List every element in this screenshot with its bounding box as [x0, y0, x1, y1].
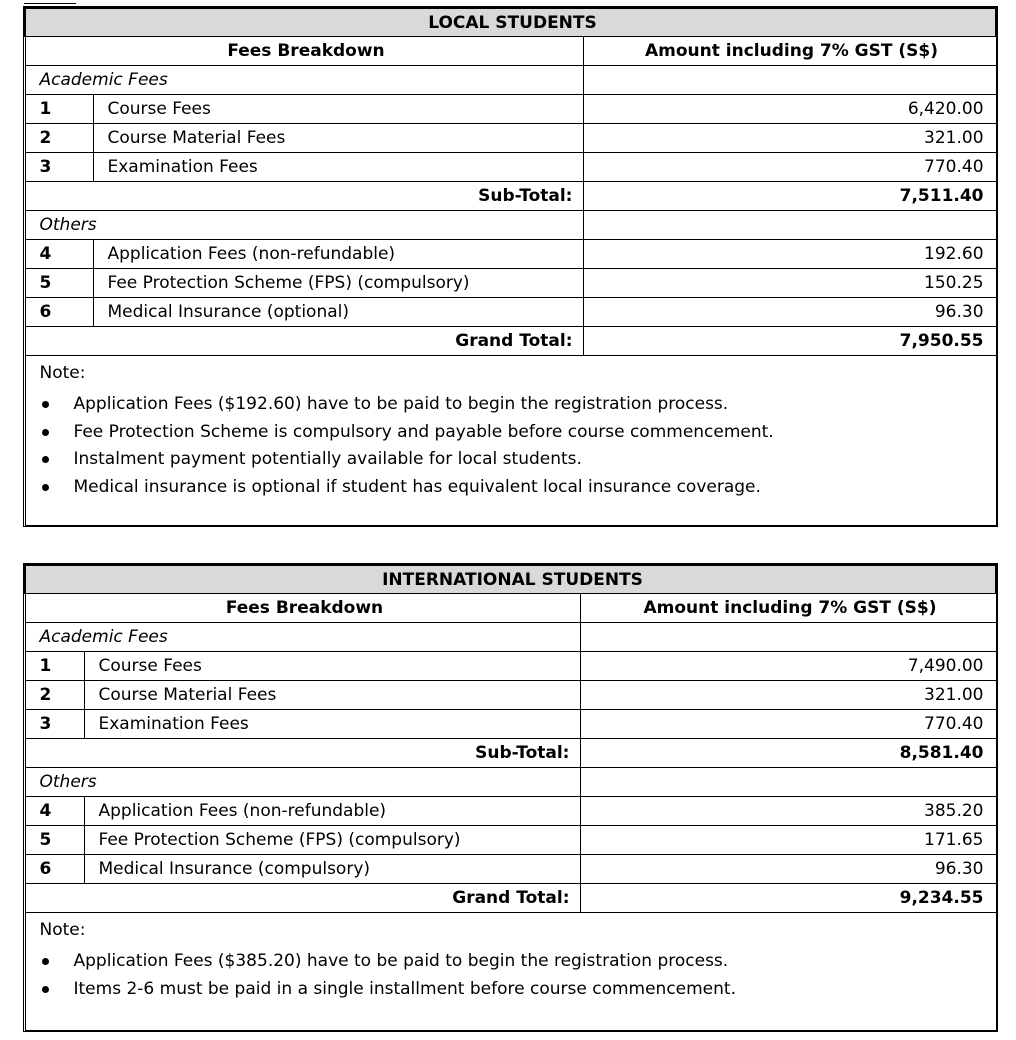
table-row [25, 855, 996, 884]
item-amount: 96.30 [580, 855, 996, 884]
table-title: INTERNATIONAL STUDENTS [25, 565, 996, 594]
item-description: Application Fees (non-refundable) [84, 797, 580, 826]
item-description: Course Fees [93, 95, 583, 124]
item-amount: 770.40 [583, 153, 996, 182]
note-item: Items 2-6 must be paid in a single installment before course commencement. [40, 976, 982, 1004]
table-title: LOCAL STUDENTS [25, 8, 996, 37]
note-item: Medical insurance is optional if student has equivalent local insurance coverage. [40, 474, 982, 502]
item-amount: 171.65 [580, 826, 996, 855]
top-rule [24, 3, 76, 4]
column-header-breakdown: Fees Breakdown [25, 594, 580, 623]
note-list [40, 948, 982, 1003]
note-list [40, 391, 982, 501]
section-label-others: Others [25, 211, 583, 240]
item-number: 6 [25, 855, 84, 884]
item-amount: 770.40 [580, 710, 996, 739]
item-description: Application Fees (non-refundable) [93, 240, 583, 269]
item-number: 5 [25, 269, 93, 298]
item-number: 1 [25, 95, 93, 124]
item-amount: 321.00 [580, 681, 996, 710]
item-description: Course Material Fees [93, 124, 583, 153]
table-row [25, 95, 996, 124]
empty-cell [583, 211, 996, 240]
note-item: Application Fees ($192.60) have to be paid to begin the registration process. [40, 391, 982, 419]
item-number: 6 [25, 298, 93, 327]
column-header-amount: Amount including 7% GST (S$) [580, 594, 996, 623]
item-description: Examination Fees [84, 710, 580, 739]
item-description: Examination Fees [93, 153, 583, 182]
item-number: 4 [25, 240, 93, 269]
subtotal-label: Sub-Total: [25, 739, 580, 768]
section-label-academic: Academic Fees [25, 66, 583, 95]
item-description: Medical Insurance (compulsory) [84, 855, 580, 884]
table-row [25, 298, 996, 327]
note-item: Application Fees ($385.20) have to be paid to begin the registration process. [40, 948, 982, 976]
table-row [25, 681, 996, 710]
item-amount: 6,420.00 [583, 95, 996, 124]
item-amount: 192.60 [583, 240, 996, 269]
section-label-others: Others [25, 768, 580, 797]
item-description: Fee Protection Scheme (FPS) (compulsory) [84, 826, 580, 855]
local-students-table [24, 7, 997, 526]
grand-total-amount: 7,950.55 [583, 327, 996, 356]
item-number: 4 [25, 797, 84, 826]
item-number: 1 [25, 652, 84, 681]
item-number: 2 [25, 681, 84, 710]
column-header-amount: Amount including 7% GST (S$) [583, 37, 996, 66]
table-row [25, 826, 996, 855]
notes-cell [25, 913, 996, 1031]
table-row [25, 710, 996, 739]
note-title: Note: [39, 363, 86, 383]
subtotal-label: Sub-Total: [25, 182, 583, 211]
item-amount: 385.20 [580, 797, 996, 826]
item-number: 5 [25, 826, 84, 855]
column-header-breakdown: Fees Breakdown [25, 37, 583, 66]
table-row [25, 797, 996, 826]
international-students-table [24, 564, 997, 1031]
item-amount: 321.00 [583, 124, 996, 153]
item-description: Fee Protection Scheme (FPS) (compulsory) [93, 269, 583, 298]
grand-total-label: Grand Total: [25, 327, 583, 356]
grand-total-amount: 9,234.55 [580, 884, 996, 913]
section-label-academic: Academic Fees [25, 623, 580, 652]
subtotal-amount: 8,581.40 [580, 739, 996, 768]
note-title: Note: [39, 920, 86, 940]
item-amount: 7,490.00 [580, 652, 996, 681]
item-description: Medical Insurance (optional) [93, 298, 583, 327]
table-row [25, 269, 996, 298]
note-item: Instalment payment potentially available for local students. [40, 446, 982, 474]
grand-total-label: Grand Total: [25, 884, 580, 913]
subtotal-amount: 7,511.40 [583, 182, 996, 211]
item-description: Course Fees [84, 652, 580, 681]
item-number: 3 [25, 710, 84, 739]
item-amount: 150.25 [583, 269, 996, 298]
table-row [25, 153, 996, 182]
item-description: Course Material Fees [84, 681, 580, 710]
table-row [25, 124, 996, 153]
table-row [25, 652, 996, 681]
empty-cell [580, 623, 996, 652]
empty-cell [583, 66, 996, 95]
note-item: Fee Protection Scheme is compulsory and payable before course commencement. [40, 419, 982, 447]
table-row [25, 240, 996, 269]
notes-cell [25, 356, 996, 526]
item-amount: 96.30 [583, 298, 996, 327]
item-number: 3 [25, 153, 93, 182]
empty-cell [580, 768, 996, 797]
item-number: 2 [25, 124, 93, 153]
